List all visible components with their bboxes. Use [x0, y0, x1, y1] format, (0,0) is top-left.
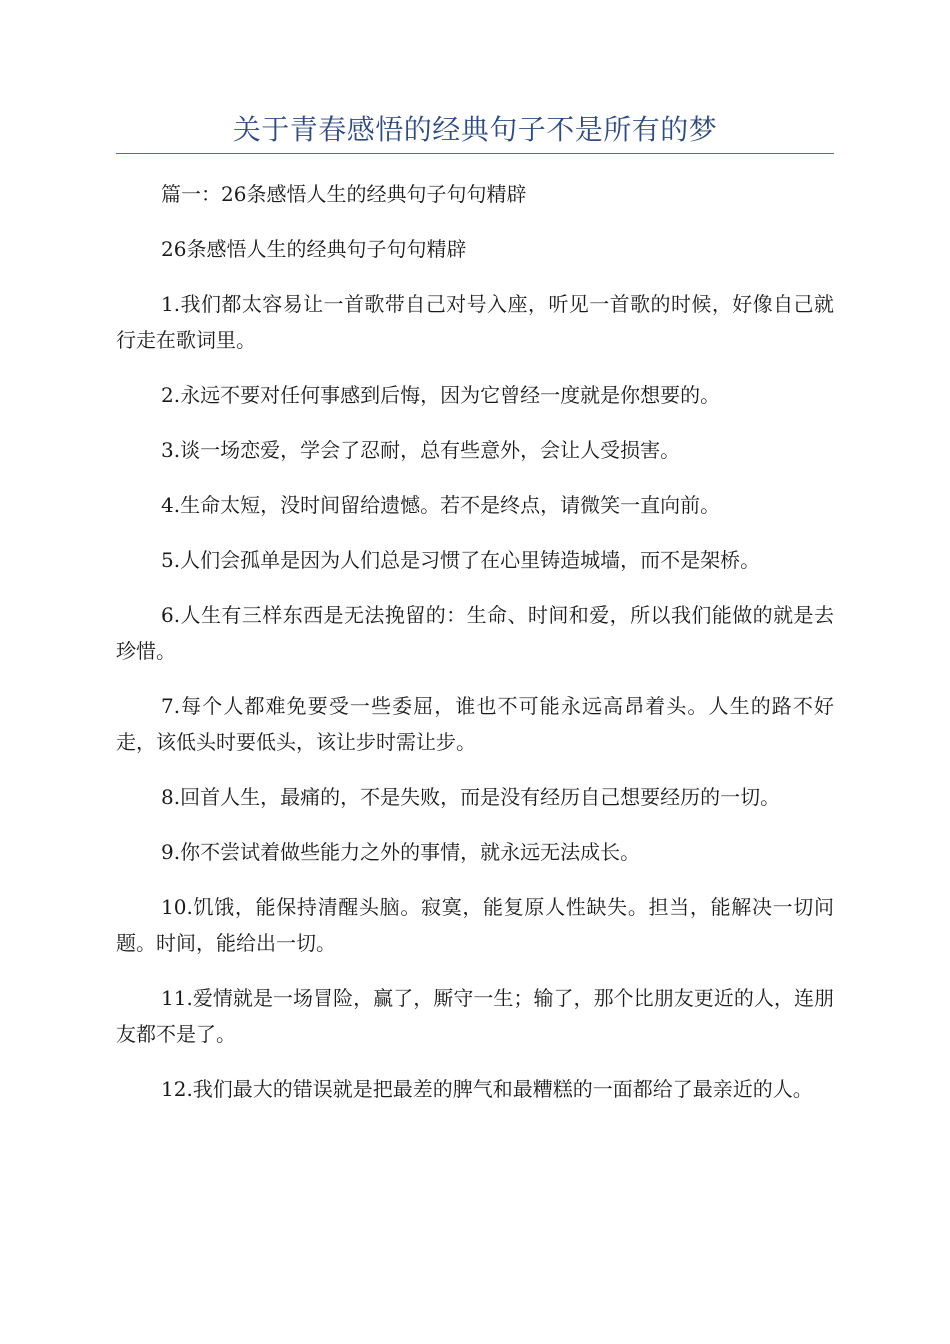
paragraph-item-4: 4.生命太短，没时间留给遗憾。若不是终点，请微笑一直向前。: [161, 493, 721, 517]
document-title: 关于青春感悟的经典句子不是所有的梦: [232, 113, 718, 146]
title-underline: [116, 153, 834, 154]
paragraph-item-9: 9.你不尝试着做些能力之外的事情，就永远无法成长。: [161, 840, 641, 864]
paragraph-item-7: 7.每个人都难免要受一些委屈，谁也不可能永远高昂着头。人生的路不好走，该低头时要低头，该让步时需让步。: [116, 694, 834, 754]
paragraph-item-1: 1.我们都太容易让一首歌带自己对号入座，听见一首歌的时候，好像自己就行走在歌词里。: [116, 292, 834, 352]
document-body: [116, 176, 834, 1126]
paragraph-item-3: 3.谈一场恋爱，学会了忍耐，总有些意外，会让人受损害。: [161, 438, 681, 462]
paragraph-item-6: 6.人生有三样东西是无法挽留的：生命、时间和爱，所以我们能做的就是去珍惜。: [116, 603, 834, 663]
paragraph-item-12: 12.我们最大的错误就是把最差的脾气和最糟糕的一面都给了最亲近的人。: [161, 1077, 813, 1101]
paragraph-item-2: 2.永远不要对任何事感到后悔，因为它曾经一度就是你想要的。: [161, 383, 721, 407]
paragraph-subheading: 26条感悟人生的经典句子句句精辟: [161, 237, 467, 261]
paragraph-item-8: 8.回首人生，最痛的，不是失败，而是没有经历自己想要经历的一切。: [161, 785, 781, 809]
paragraph-item-11: 11.爱情就是一场冒险，赢了，厮守一生；输了，那个比朋友更近的人，连朋友都不是了。: [116, 986, 834, 1046]
paragraph-item-5: 5.人们会孤单是因为人们总是习惯了在心里铸造城墙，而不是架桥。: [161, 548, 761, 572]
paragraph-section-heading: 篇一：26条感悟人生的经典句子句句精辟: [161, 182, 527, 206]
paragraph-item-10: 10.饥饿，能保持清醒头脑。寂寞，能复原人性缺失。担当，能解决一切问题。时间，能给出一切。: [116, 895, 834, 955]
